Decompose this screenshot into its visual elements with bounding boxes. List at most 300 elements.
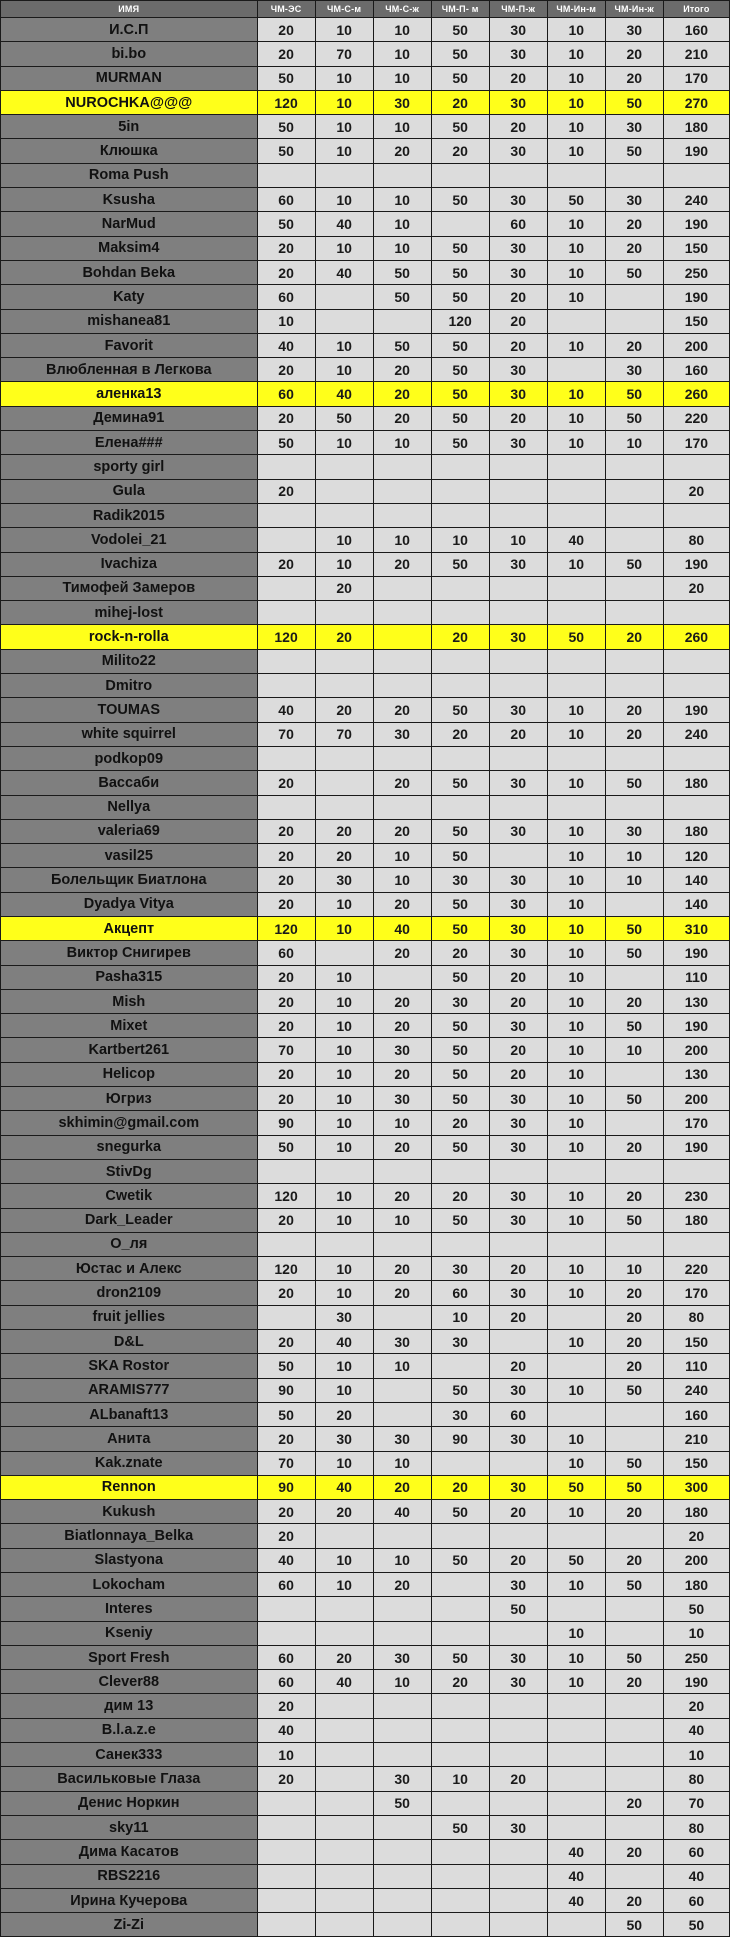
score-chm-p-m bbox=[431, 1718, 489, 1742]
participant-name: Bohdan Beka bbox=[1, 260, 258, 284]
participant-name: Дима Касатов bbox=[1, 1840, 258, 1864]
score-chm-in-zh: 20 bbox=[605, 333, 663, 357]
score-chm-p-zh: 20 bbox=[489, 285, 547, 309]
table-row bbox=[1, 90, 730, 114]
participant-name: Pasha315 bbox=[1, 965, 258, 989]
score-chm-es: 20 bbox=[257, 1767, 315, 1791]
score-total: 200 bbox=[663, 1038, 729, 1062]
score-chm-es: 20 bbox=[257, 479, 315, 503]
score-chm-p-zh: 30 bbox=[489, 1573, 547, 1597]
score-chm-p-m: 50 bbox=[431, 431, 489, 455]
participant-name: valeria69 bbox=[1, 819, 258, 843]
score-total: 190 bbox=[663, 1014, 729, 1038]
score-chm-p-zh: 20 bbox=[489, 965, 547, 989]
participant-name: Болельщик Биатлона bbox=[1, 868, 258, 892]
score-chm-in-zh: 20 bbox=[605, 66, 663, 90]
score-chm-p-m: 50 bbox=[431, 42, 489, 66]
score-chm-in-m: 10 bbox=[547, 552, 605, 576]
score-chm-es: 40 bbox=[257, 333, 315, 357]
score-chm-p-m bbox=[431, 1524, 489, 1548]
score-chm-p-zh: 60 bbox=[489, 1402, 547, 1426]
score-chm-p-zh bbox=[489, 163, 547, 187]
score-chm-in-m bbox=[547, 1305, 605, 1329]
score-chm-es bbox=[257, 455, 315, 479]
score-chm-p-zh: 20 bbox=[489, 66, 547, 90]
score-chm-in-m bbox=[547, 1815, 605, 1839]
score-chm-in-zh: 20 bbox=[605, 722, 663, 746]
score-chm-p-zh: 20 bbox=[489, 406, 547, 430]
participant-name: Radik2015 bbox=[1, 503, 258, 527]
score-chm-es bbox=[257, 1597, 315, 1621]
score-chm-p-zh: 30 bbox=[489, 892, 547, 916]
score-chm-s-m: 10 bbox=[315, 115, 373, 139]
score-chm-s-m: 10 bbox=[315, 1087, 373, 1111]
score-chm-es bbox=[257, 1864, 315, 1888]
score-total: 240 bbox=[663, 188, 729, 212]
participant-name: vasil25 bbox=[1, 844, 258, 868]
score-chm-s-zh bbox=[373, 1864, 431, 1888]
table-row bbox=[1, 285, 730, 309]
score-chm-p-m: 20 bbox=[431, 1184, 489, 1208]
score-chm-in-m: 50 bbox=[547, 625, 605, 649]
score-chm-p-zh: 30 bbox=[489, 139, 547, 163]
score-chm-p-m: 50 bbox=[431, 1087, 489, 1111]
score-chm-s-zh: 30 bbox=[373, 1645, 431, 1669]
score-chm-p-m: 50 bbox=[431, 1548, 489, 1572]
score-chm-es: 20 bbox=[257, 868, 315, 892]
score-chm-in-m bbox=[547, 455, 605, 479]
score-chm-p-m: 50 bbox=[431, 1208, 489, 1232]
score-chm-es: 20 bbox=[257, 989, 315, 1013]
score-chm-s-zh bbox=[373, 1524, 431, 1548]
score-chm-s-zh: 10 bbox=[373, 1354, 431, 1378]
score-total: 80 bbox=[663, 1815, 729, 1839]
score-chm-p-zh: 30 bbox=[489, 1208, 547, 1232]
table-row bbox=[1, 1573, 730, 1597]
score-chm-in-zh bbox=[605, 1111, 663, 1135]
score-chm-s-zh: 10 bbox=[373, 236, 431, 260]
score-chm-in-m: 10 bbox=[547, 1330, 605, 1354]
score-chm-es bbox=[257, 1305, 315, 1329]
table-body bbox=[1, 18, 730, 1937]
score-chm-p-m: 50 bbox=[431, 844, 489, 868]
score-chm-es: 60 bbox=[257, 285, 315, 309]
header-chm-s-m: ЧМ-С-м bbox=[315, 1, 373, 18]
score-chm-s-zh: 20 bbox=[373, 1135, 431, 1159]
score-chm-s-zh: 30 bbox=[373, 1087, 431, 1111]
score-chm-in-m bbox=[547, 479, 605, 503]
header-chm-in-zh: ЧМ-Ин-ж bbox=[605, 1, 663, 18]
score-chm-es: 70 bbox=[257, 722, 315, 746]
score-chm-s-m: 10 bbox=[315, 1281, 373, 1305]
score-chm-in-m bbox=[547, 1791, 605, 1815]
score-chm-es: 20 bbox=[257, 1500, 315, 1524]
score-chm-p-m: 30 bbox=[431, 1257, 489, 1281]
score-chm-es: 120 bbox=[257, 625, 315, 649]
table-row bbox=[1, 1014, 730, 1038]
score-chm-in-m: 10 bbox=[547, 382, 605, 406]
participant-name: bi.bo bbox=[1, 42, 258, 66]
score-chm-in-zh bbox=[605, 1718, 663, 1742]
participant-name: Dmitro bbox=[1, 674, 258, 698]
score-chm-s-zh: 30 bbox=[373, 1038, 431, 1062]
score-chm-s-zh: 10 bbox=[373, 528, 431, 552]
score-chm-s-m bbox=[315, 1718, 373, 1742]
score-total: 150 bbox=[663, 1330, 729, 1354]
score-chm-es: 120 bbox=[257, 90, 315, 114]
table-row bbox=[1, 868, 730, 892]
score-chm-p-m: 30 bbox=[431, 989, 489, 1013]
score-chm-in-zh: 30 bbox=[605, 115, 663, 139]
score-chm-s-zh bbox=[373, 576, 431, 600]
score-chm-p-zh bbox=[489, 1451, 547, 1475]
score-chm-es: 20 bbox=[257, 844, 315, 868]
table-row bbox=[1, 188, 730, 212]
header-chm-p-zh: ЧМ-П-ж bbox=[489, 1, 547, 18]
score-chm-s-m: 10 bbox=[315, 188, 373, 212]
score-chm-in-m: 10 bbox=[547, 260, 605, 284]
score-total: 190 bbox=[663, 285, 729, 309]
table-row bbox=[1, 260, 730, 284]
score-total: 40 bbox=[663, 1718, 729, 1742]
table-row bbox=[1, 1791, 730, 1815]
score-total: 160 bbox=[663, 1402, 729, 1426]
score-chm-s-zh bbox=[373, 1232, 431, 1256]
table-row bbox=[1, 625, 730, 649]
table-row bbox=[1, 916, 730, 940]
table-row bbox=[1, 1402, 730, 1426]
table-row bbox=[1, 771, 730, 795]
score-chm-p-m bbox=[431, 601, 489, 625]
score-chm-p-zh: 30 bbox=[489, 1184, 547, 1208]
score-chm-in-zh: 50 bbox=[605, 1087, 663, 1111]
score-chm-in-zh bbox=[605, 1694, 663, 1718]
score-chm-p-zh bbox=[489, 1718, 547, 1742]
score-chm-s-zh: 20 bbox=[373, 941, 431, 965]
score-chm-p-zh: 30 bbox=[489, 90, 547, 114]
score-chm-s-m: 10 bbox=[315, 431, 373, 455]
score-chm-in-zh bbox=[605, 1864, 663, 1888]
score-chm-in-m: 10 bbox=[547, 844, 605, 868]
table-row bbox=[1, 1743, 730, 1767]
table-row bbox=[1, 479, 730, 503]
score-total: 270 bbox=[663, 90, 729, 114]
score-total: 170 bbox=[663, 1281, 729, 1305]
participant-name: dron2109 bbox=[1, 1281, 258, 1305]
table-row bbox=[1, 358, 730, 382]
score-chm-s-zh: 50 bbox=[373, 1791, 431, 1815]
score-chm-p-zh bbox=[489, 503, 547, 527]
score-chm-in-zh: 20 bbox=[605, 1670, 663, 1694]
score-chm-in-m: 10 bbox=[547, 139, 605, 163]
score-chm-es bbox=[257, 795, 315, 819]
score-chm-s-m: 20 bbox=[315, 1645, 373, 1669]
score-total: 240 bbox=[663, 722, 729, 746]
score-chm-p-m: 30 bbox=[431, 1402, 489, 1426]
score-total: 250 bbox=[663, 1645, 729, 1669]
score-chm-s-m: 10 bbox=[315, 1573, 373, 1597]
score-total: 200 bbox=[663, 1087, 729, 1111]
participant-name: Katy bbox=[1, 285, 258, 309]
table-row bbox=[1, 1475, 730, 1499]
table-row bbox=[1, 382, 730, 406]
score-chm-p-zh: 30 bbox=[489, 1111, 547, 1135]
score-chm-s-m: 10 bbox=[315, 552, 373, 576]
score-chm-es bbox=[257, 1159, 315, 1183]
score-chm-s-zh: 10 bbox=[373, 18, 431, 42]
score-total: 190 bbox=[663, 139, 729, 163]
score-chm-es: 60 bbox=[257, 941, 315, 965]
score-chm-in-zh bbox=[605, 1767, 663, 1791]
score-chm-in-m bbox=[547, 1718, 605, 1742]
score-chm-s-m: 10 bbox=[315, 1208, 373, 1232]
table-row bbox=[1, 1305, 730, 1329]
table-row bbox=[1, 1087, 730, 1111]
score-chm-p-m bbox=[431, 1913, 489, 1937]
score-chm-in-m bbox=[547, 649, 605, 673]
score-chm-p-m: 50 bbox=[431, 333, 489, 357]
score-chm-s-m bbox=[315, 1840, 373, 1864]
participant-name: Rennon bbox=[1, 1475, 258, 1499]
score-chm-p-zh: 30 bbox=[489, 1475, 547, 1499]
header-chm-es: ЧМ-ЭС bbox=[257, 1, 315, 18]
score-chm-in-zh: 20 bbox=[605, 698, 663, 722]
score-chm-p-m: 50 bbox=[431, 1135, 489, 1159]
score-chm-p-m: 50 bbox=[431, 771, 489, 795]
score-chm-es: 20 bbox=[257, 892, 315, 916]
score-chm-in-zh: 50 bbox=[605, 90, 663, 114]
score-chm-in-m: 10 bbox=[547, 819, 605, 843]
score-chm-es: 20 bbox=[257, 358, 315, 382]
table-row bbox=[1, 844, 730, 868]
score-chm-p-m: 50 bbox=[431, 236, 489, 260]
score-chm-p-m bbox=[431, 1864, 489, 1888]
score-chm-p-zh: 30 bbox=[489, 916, 547, 940]
participant-name: Влюбленная в Легкова bbox=[1, 358, 258, 382]
table-row bbox=[1, 1232, 730, 1256]
score-chm-s-m: 20 bbox=[315, 576, 373, 600]
table-row bbox=[1, 1548, 730, 1572]
score-chm-in-m: 10 bbox=[547, 892, 605, 916]
score-chm-in-zh bbox=[605, 795, 663, 819]
participant-name: Kseniy bbox=[1, 1621, 258, 1645]
score-chm-es: 20 bbox=[257, 1208, 315, 1232]
score-chm-es: 60 bbox=[257, 1573, 315, 1597]
score-chm-s-zh: 10 bbox=[373, 66, 431, 90]
score-total: 240 bbox=[663, 1378, 729, 1402]
score-chm-in-m: 10 bbox=[547, 1014, 605, 1038]
score-chm-in-zh: 20 bbox=[605, 236, 663, 260]
score-chm-s-m: 10 bbox=[315, 1062, 373, 1086]
score-chm-s-zh: 20 bbox=[373, 1257, 431, 1281]
participant-name: Mixet bbox=[1, 1014, 258, 1038]
score-chm-p-zh: 10 bbox=[489, 528, 547, 552]
score-chm-s-zh: 20 bbox=[373, 989, 431, 1013]
score-chm-in-m bbox=[547, 1743, 605, 1767]
score-chm-p-m: 50 bbox=[431, 115, 489, 139]
score-chm-s-zh bbox=[373, 1840, 431, 1864]
score-chm-s-m: 30 bbox=[315, 1305, 373, 1329]
score-chm-s-m bbox=[315, 503, 373, 527]
table-row bbox=[1, 1524, 730, 1548]
score-chm-s-m: 20 bbox=[315, 1500, 373, 1524]
score-total: 110 bbox=[663, 1354, 729, 1378]
table-row bbox=[1, 1694, 730, 1718]
score-chm-p-m bbox=[431, 1694, 489, 1718]
score-chm-es: 20 bbox=[257, 552, 315, 576]
score-chm-s-m: 10 bbox=[315, 528, 373, 552]
score-chm-s-zh: 20 bbox=[373, 819, 431, 843]
score-chm-p-m: 50 bbox=[431, 188, 489, 212]
score-chm-in-m: 10 bbox=[547, 212, 605, 236]
score-chm-s-m bbox=[315, 601, 373, 625]
score-chm-s-zh bbox=[373, 163, 431, 187]
score-chm-s-m bbox=[315, 1524, 373, 1548]
table-row bbox=[1, 1062, 730, 1086]
score-chm-p-m bbox=[431, 479, 489, 503]
table-row bbox=[1, 989, 730, 1013]
participant-name: Ирина Кучерова bbox=[1, 1888, 258, 1912]
score-chm-es: 70 bbox=[257, 1038, 315, 1062]
participant-name: RBS2216 bbox=[1, 1864, 258, 1888]
score-total: 20 bbox=[663, 1524, 729, 1548]
score-total: 180 bbox=[663, 771, 729, 795]
score-chm-es: 50 bbox=[257, 139, 315, 163]
score-chm-s-zh: 10 bbox=[373, 1451, 431, 1475]
score-chm-p-m: 50 bbox=[431, 1645, 489, 1669]
table-row bbox=[1, 1378, 730, 1402]
score-chm-p-zh bbox=[489, 795, 547, 819]
score-total: 250 bbox=[663, 260, 729, 284]
score-chm-in-m: 10 bbox=[547, 771, 605, 795]
score-chm-p-zh bbox=[489, 601, 547, 625]
score-chm-in-zh: 20 bbox=[605, 42, 663, 66]
score-chm-in-m bbox=[547, 309, 605, 333]
score-chm-s-zh: 10 bbox=[373, 115, 431, 139]
score-chm-s-zh: 20 bbox=[373, 771, 431, 795]
score-chm-s-m bbox=[315, 649, 373, 673]
score-chm-p-zh: 30 bbox=[489, 941, 547, 965]
score-chm-in-m: 10 bbox=[547, 698, 605, 722]
participant-name: Акцепт bbox=[1, 916, 258, 940]
table-row bbox=[1, 795, 730, 819]
score-total bbox=[663, 1159, 729, 1183]
score-chm-in-zh bbox=[605, 892, 663, 916]
score-total: 210 bbox=[663, 42, 729, 66]
score-chm-s-m: 20 bbox=[315, 819, 373, 843]
score-total: 180 bbox=[663, 1500, 729, 1524]
score-chm-p-m: 20 bbox=[431, 139, 489, 163]
score-chm-in-m: 10 bbox=[547, 18, 605, 42]
score-chm-p-m: 50 bbox=[431, 916, 489, 940]
score-chm-s-m bbox=[315, 746, 373, 770]
participant-name: дим 13 bbox=[1, 1694, 258, 1718]
table-row bbox=[1, 576, 730, 600]
score-chm-p-m: 10 bbox=[431, 1305, 489, 1329]
score-chm-s-zh bbox=[373, 674, 431, 698]
score-chm-s-zh bbox=[373, 649, 431, 673]
score-chm-es: 20 bbox=[257, 819, 315, 843]
score-chm-in-m: 10 bbox=[547, 1427, 605, 1451]
score-chm-in-zh: 10 bbox=[605, 431, 663, 455]
score-chm-p-m: 20 bbox=[431, 1475, 489, 1499]
score-chm-es: 20 bbox=[257, 1062, 315, 1086]
score-chm-s-m: 50 bbox=[315, 406, 373, 430]
score-chm-p-zh: 30 bbox=[489, 431, 547, 455]
score-total: 10 bbox=[663, 1743, 729, 1767]
score-chm-s-m: 10 bbox=[315, 1184, 373, 1208]
score-total: 220 bbox=[663, 406, 729, 430]
score-chm-s-m: 10 bbox=[315, 916, 373, 940]
participant-name: Вассаби bbox=[1, 771, 258, 795]
score-chm-in-zh: 50 bbox=[605, 1014, 663, 1038]
score-chm-in-m: 10 bbox=[547, 115, 605, 139]
score-chm-p-m bbox=[431, 1743, 489, 1767]
score-chm-in-zh bbox=[605, 1402, 663, 1426]
score-chm-in-m bbox=[547, 746, 605, 770]
score-chm-es: 20 bbox=[257, 1014, 315, 1038]
score-chm-s-zh: 50 bbox=[373, 285, 431, 309]
score-total: 300 bbox=[663, 1475, 729, 1499]
score-chm-s-zh bbox=[373, 1815, 431, 1839]
score-chm-p-m bbox=[431, 1573, 489, 1597]
participant-name: Елена### bbox=[1, 431, 258, 455]
score-total: 200 bbox=[663, 1548, 729, 1572]
score-chm-in-m bbox=[547, 576, 605, 600]
score-chm-es: 50 bbox=[257, 1402, 315, 1426]
score-chm-in-zh: 20 bbox=[605, 1305, 663, 1329]
score-total: 80 bbox=[663, 1767, 729, 1791]
score-chm-in-m: 10 bbox=[547, 1451, 605, 1475]
participant-name: аленка13 bbox=[1, 382, 258, 406]
participant-name: B.l.a.z.e bbox=[1, 1718, 258, 1742]
score-chm-s-m: 10 bbox=[315, 1135, 373, 1159]
score-chm-s-m bbox=[315, 309, 373, 333]
score-chm-es bbox=[257, 1888, 315, 1912]
score-chm-p-zh: 30 bbox=[489, 625, 547, 649]
score-chm-s-m: 20 bbox=[315, 844, 373, 868]
score-chm-in-zh: 50 bbox=[605, 1573, 663, 1597]
participant-name: SKA Rostor bbox=[1, 1354, 258, 1378]
score-chm-in-zh bbox=[605, 1427, 663, 1451]
score-chm-p-m bbox=[431, 503, 489, 527]
score-chm-in-m: 10 bbox=[547, 1038, 605, 1062]
score-chm-s-zh bbox=[373, 503, 431, 527]
score-chm-es: 50 bbox=[257, 1135, 315, 1159]
score-chm-in-m bbox=[547, 1767, 605, 1791]
score-chm-es: 20 bbox=[257, 406, 315, 430]
score-chm-s-zh: 40 bbox=[373, 916, 431, 940]
score-chm-p-m: 30 bbox=[431, 1330, 489, 1354]
score-chm-s-zh: 20 bbox=[373, 1014, 431, 1038]
score-chm-s-m: 10 bbox=[315, 90, 373, 114]
score-chm-s-m bbox=[315, 1232, 373, 1256]
table-row bbox=[1, 139, 730, 163]
score-chm-s-zh bbox=[373, 601, 431, 625]
score-chm-in-zh bbox=[605, 1815, 663, 1839]
score-chm-in-zh: 20 bbox=[605, 1330, 663, 1354]
score-total bbox=[663, 455, 729, 479]
score-chm-p-zh: 30 bbox=[489, 42, 547, 66]
score-total: 150 bbox=[663, 1451, 729, 1475]
score-chm-s-zh: 30 bbox=[373, 1330, 431, 1354]
score-chm-s-m bbox=[315, 1767, 373, 1791]
score-chm-p-zh: 20 bbox=[489, 722, 547, 746]
table-row bbox=[1, 163, 730, 187]
score-chm-s-zh: 10 bbox=[373, 1208, 431, 1232]
score-total: 80 bbox=[663, 528, 729, 552]
score-chm-in-zh bbox=[605, 528, 663, 552]
